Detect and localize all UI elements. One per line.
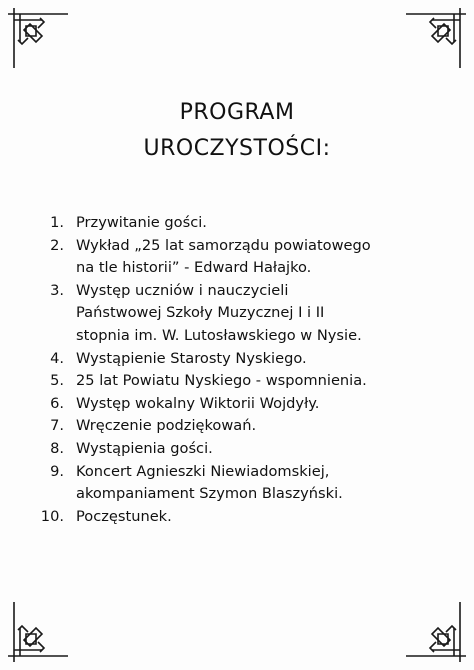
list-item — [36, 415, 436, 438]
corner-ornament-icon — [406, 602, 466, 662]
list-item-text: Wykład „25 lat samorządu powiatowego na tle historii” - Edward Hałajko. — [76, 236, 371, 277]
list-item-number: 10. — [40, 507, 64, 525]
list-item-text: 25 lat Powiatu Nyskiego - wspomnienia. — [76, 372, 367, 390]
list-item-number: 1. — [50, 214, 64, 231]
page-title: PROGRAM — [179, 100, 295, 125]
list-item — [36, 235, 436, 280]
list-item-text: Poczęstunek. — [76, 507, 172, 525]
list-item — [36, 212, 436, 235]
list-item — [36, 370, 436, 393]
list-item-number: 3. — [50, 281, 64, 299]
list-item-text: Wystąpienia gości. — [76, 439, 213, 457]
list-item-text: Koncert Agnieszki Niewiadomskiej, akompaniament Szymon Blaszyński. — [76, 462, 343, 503]
list-item — [36, 506, 436, 529]
list-item-number: 2. — [50, 236, 64, 254]
program-list — [36, 212, 436, 528]
list-item-text: Wystąpienie Starosty Nyskiego. — [76, 349, 307, 367]
corner-ornament-icon — [406, 8, 466, 68]
list-item-text: Wręczenie podziękowań. — [76, 417, 257, 435]
list-item — [36, 280, 436, 348]
list-item-number: 9. — [50, 462, 64, 480]
list-item — [36, 438, 436, 461]
list-item-text: Przywitanie gości. — [76, 214, 207, 231]
list-item — [36, 393, 436, 416]
list-item-number: 4. — [50, 349, 64, 367]
list-item — [36, 461, 436, 506]
list-item-number: 5. — [50, 372, 64, 390]
page-title-subline: UROCZYSTOŚCI: — [143, 136, 331, 161]
list-item-text: Występ wokalny Wiktorii Wojdyły. — [76, 394, 320, 412]
list-item-text: Występ uczniów i nauczycieli Państwowej Szkoły Muzycznej I i II stopnia im. W. Lutosławskiego w Nysie. — [76, 281, 362, 344]
list-item — [36, 348, 436, 371]
list-item-number: 6. — [50, 394, 64, 412]
list-item-number: 8. — [50, 439, 64, 457]
corner-ornament-icon — [8, 8, 68, 68]
corner-ornament-icon — [8, 602, 68, 662]
list-item-number: 7. — [50, 417, 64, 435]
